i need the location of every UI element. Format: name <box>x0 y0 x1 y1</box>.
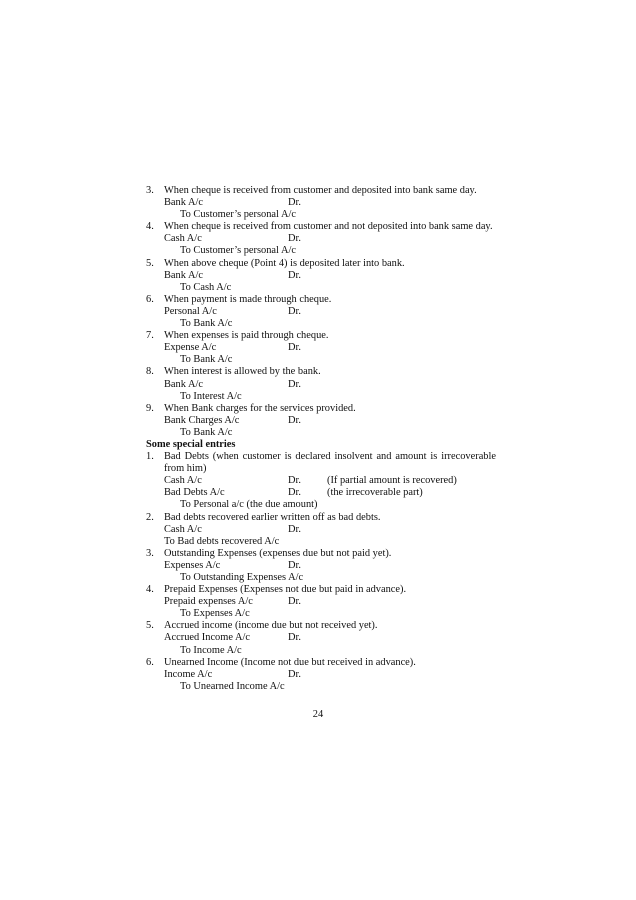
entry-title: When cheque is received from customer and not deposited into bank same day. <box>164 221 493 233</box>
debit-line <box>146 560 496 572</box>
debit-account: Cash A/c <box>164 475 202 487</box>
entry-number: 4. <box>146 584 154 596</box>
credit-account: To Bad debts recovered A/c <box>164 535 280 547</box>
credit-account: To Unearned Income A/c <box>180 680 285 692</box>
dr-label: Dr. <box>288 523 301 535</box>
credit-line <box>146 245 496 257</box>
credit-line <box>146 391 496 403</box>
entry-note: (the irrecoverable part) <box>327 487 423 499</box>
entry-number: 4. <box>146 221 154 233</box>
entry-number: 5. <box>146 257 154 269</box>
debit-account: Prepaid expenses A/c <box>164 596 253 608</box>
entry-title: When cheque is received from customer and deposited into bank same day. <box>164 185 477 196</box>
entry-title: When Bank charges for the services provided. <box>164 402 356 414</box>
dr-label: Dr. <box>288 596 301 608</box>
dr-label: Dr. <box>288 342 301 354</box>
entry-6 <box>146 294 496 306</box>
entry-number: 6. <box>146 293 154 305</box>
dr-label: Dr. <box>288 197 301 209</box>
credit-line <box>146 354 496 366</box>
credit-line <box>146 681 496 693</box>
entry-title: Bad debts recovered earlier written off as bad debts. <box>164 511 381 523</box>
credit-line <box>146 318 496 330</box>
entry-title: Accrued income (income due but not received yet). <box>164 620 378 632</box>
credit-line <box>146 499 496 511</box>
entry-title: Prepaid Expenses (Expenses not due but paid in advance). <box>164 584 407 596</box>
entry-3 <box>146 185 496 197</box>
special-entry-2 <box>146 512 496 524</box>
credit-line <box>146 572 496 584</box>
dr-label: Dr. <box>288 475 301 487</box>
entry-title: When above cheque (Point 4) is deposited later into bank. <box>164 257 405 269</box>
credit-account: To Expenses A/c <box>180 608 250 620</box>
credit-line <box>146 645 496 657</box>
debit-account: Bank A/c <box>164 269 203 281</box>
debit-account: Accrued Income A/c <box>164 632 250 644</box>
debit-line <box>146 197 496 209</box>
dr-label: Dr. <box>288 233 301 245</box>
entry-title: When expenses is paid through cheque. <box>164 330 329 342</box>
entry-number: 6. <box>146 656 154 668</box>
debit-line <box>146 270 496 282</box>
special-entry-5 <box>146 620 496 632</box>
entry-title: When payment is made through cheque. <box>164 293 332 305</box>
page-content <box>146 185 496 693</box>
debit-account: Bank Charges A/c <box>164 414 240 426</box>
dr-label: Dr. <box>288 632 301 644</box>
debit-line <box>146 669 496 681</box>
credit-line <box>146 608 496 620</box>
page-number: 24 <box>312 709 324 720</box>
entry-number: 1. <box>146 451 154 463</box>
credit-account: To Income A/c <box>180 644 242 656</box>
dr-label: Dr. <box>288 305 301 317</box>
entry-9 <box>146 403 496 415</box>
entry-number: 2. <box>146 511 154 523</box>
dr-label: Dr. <box>288 668 301 680</box>
credit-account: To Bank A/c <box>180 354 233 366</box>
entry-number: 3. <box>146 547 154 559</box>
entry-note: (If partial amount is recovered) <box>327 475 457 487</box>
debit-account: Income A/c <box>164 668 213 680</box>
entry-title: When interest is allowed by the bank. <box>164 366 321 378</box>
debit-line <box>146 379 496 391</box>
entry-number: 9. <box>146 402 154 414</box>
credit-line <box>146 536 496 548</box>
entry-number: 8. <box>146 366 154 378</box>
credit-account: To Personal a/c (the due amount) <box>180 499 318 511</box>
credit-line <box>146 282 496 294</box>
entry-4 <box>146 221 496 233</box>
debit-account: Expenses A/c <box>164 559 221 571</box>
special-entry-3 <box>146 548 496 560</box>
dr-label: Dr. <box>288 487 301 499</box>
debit-account: Bank A/c <box>164 197 203 209</box>
debit-line <box>146 524 496 536</box>
entry-title: Unearned Income (Income not due but received in advance). <box>164 656 416 668</box>
special-entry-1 <box>146 451 496 475</box>
credit-line <box>146 427 496 439</box>
debit-line <box>146 475 496 487</box>
debit-account: Personal A/c <box>164 305 217 317</box>
dr-label: Dr. <box>288 559 301 571</box>
debit-account: Bank A/c <box>164 378 203 390</box>
debit-account: Expense A/c <box>164 342 217 354</box>
special-entry-4 <box>146 584 496 596</box>
debit-line <box>146 342 496 354</box>
dr-label: Dr. <box>288 414 301 426</box>
credit-account: To Interest A/c <box>180 390 242 402</box>
credit-account: To Bank A/c <box>180 318 233 330</box>
debit-account: Bad Debts A/c <box>164 487 225 499</box>
section-heading: Some special entries <box>146 438 236 450</box>
debit-line <box>146 596 496 608</box>
entry-number: 3. <box>146 185 154 196</box>
credit-account: To Cash A/c <box>180 281 232 293</box>
entry-8 <box>146 366 496 378</box>
debit-line <box>146 632 496 644</box>
entry-5 <box>146 258 496 270</box>
debit-account: Cash A/c <box>164 233 202 245</box>
credit-line <box>146 209 496 221</box>
debit-line <box>146 415 496 427</box>
credit-account: To Customer’s personal A/c <box>180 209 296 221</box>
debit-line <box>146 306 496 318</box>
entry-number: 7. <box>146 330 154 342</box>
entry-title: Bad Debts (when customer is declared insolvent and amount is irrecoverable from him) <box>164 451 496 475</box>
debit-line <box>146 233 496 245</box>
entry-number: 5. <box>146 620 154 632</box>
debit-line <box>146 487 496 499</box>
credit-account: To Customer’s personal A/c <box>180 245 296 257</box>
debit-account: Cash A/c <box>164 523 202 535</box>
dr-label: Dr. <box>288 269 301 281</box>
dr-label: Dr. <box>288 378 301 390</box>
entry-title: Outstanding Expenses (expenses due but not paid yet). <box>164 547 392 559</box>
entry-7 <box>146 330 496 342</box>
special-entry-6 <box>146 657 496 669</box>
credit-account: To Outstanding Expenses A/c <box>180 572 304 583</box>
credit-account: To Bank A/c <box>180 426 233 438</box>
